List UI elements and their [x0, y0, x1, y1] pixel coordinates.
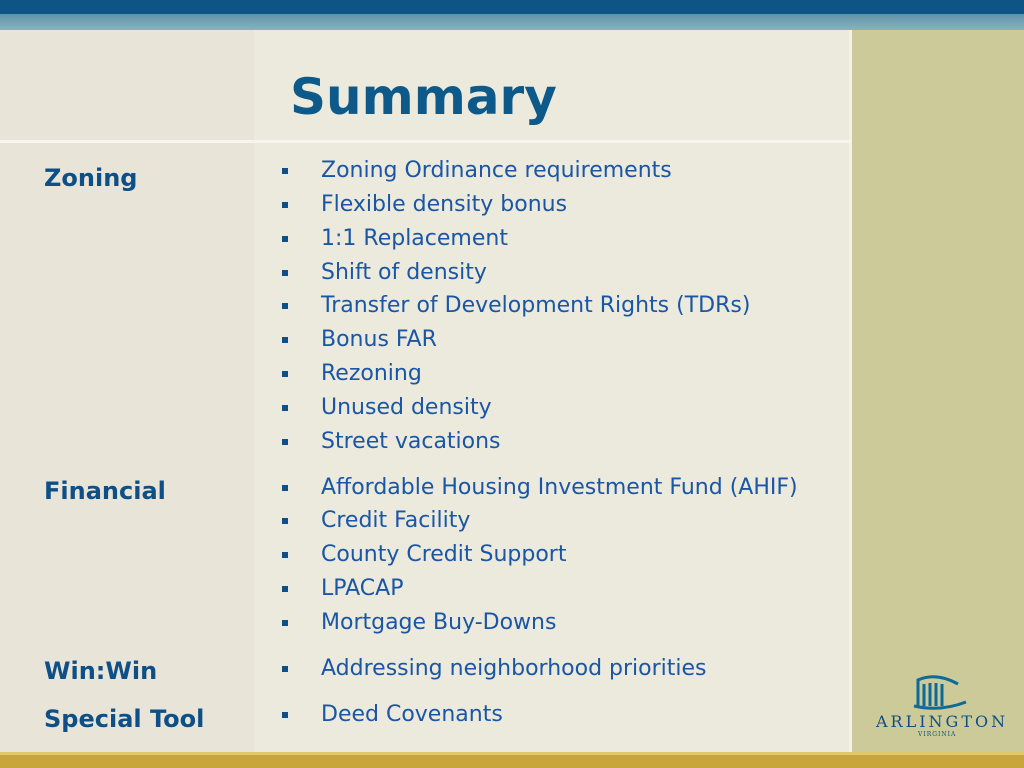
- bottom-accent-stroke: [0, 752, 1024, 755]
- bullet-icon: [282, 666, 288, 672]
- bullet-icon: [282, 439, 288, 445]
- logo-wordmark: ARLINGTON: [876, 712, 1009, 731]
- left-label-panel: [0, 30, 254, 752]
- bullet-icon: [282, 371, 288, 377]
- bullet-icon: [282, 620, 288, 626]
- top-accent-bar: [0, 0, 1024, 14]
- bullet-icon: [282, 552, 288, 558]
- section-label-special-tool: Special Tool: [44, 705, 205, 733]
- bullet-icon: [282, 168, 288, 174]
- bullet-icon: [282, 485, 288, 491]
- bullet-icon: [282, 405, 288, 411]
- bullet-icon: [282, 712, 288, 718]
- bullet-icon: [282, 202, 288, 208]
- right-side-panel: [852, 30, 1024, 752]
- bullet-icon: [282, 586, 288, 592]
- slide-title: Summary: [290, 68, 557, 126]
- arlington-emblem-icon: [866, 672, 1012, 712]
- bullet-icon: [282, 337, 288, 343]
- bullet-icon: [282, 518, 288, 524]
- bullet-icon: [282, 303, 288, 309]
- section-label-financial: Financial: [44, 477, 166, 505]
- side-panel-divider: [849, 30, 852, 752]
- section-label-win-win: Win:Win: [44, 657, 158, 685]
- top-accent-stripe: [0, 14, 1024, 30]
- section-label-zoning: Zoning: [44, 164, 138, 192]
- logo-subtitle: VIRGINIA: [918, 731, 957, 738]
- title-divider: [0, 140, 852, 143]
- bullet-icon: [282, 270, 288, 276]
- arlington-logo: [866, 672, 1012, 742]
- bullet-icon: [282, 236, 288, 242]
